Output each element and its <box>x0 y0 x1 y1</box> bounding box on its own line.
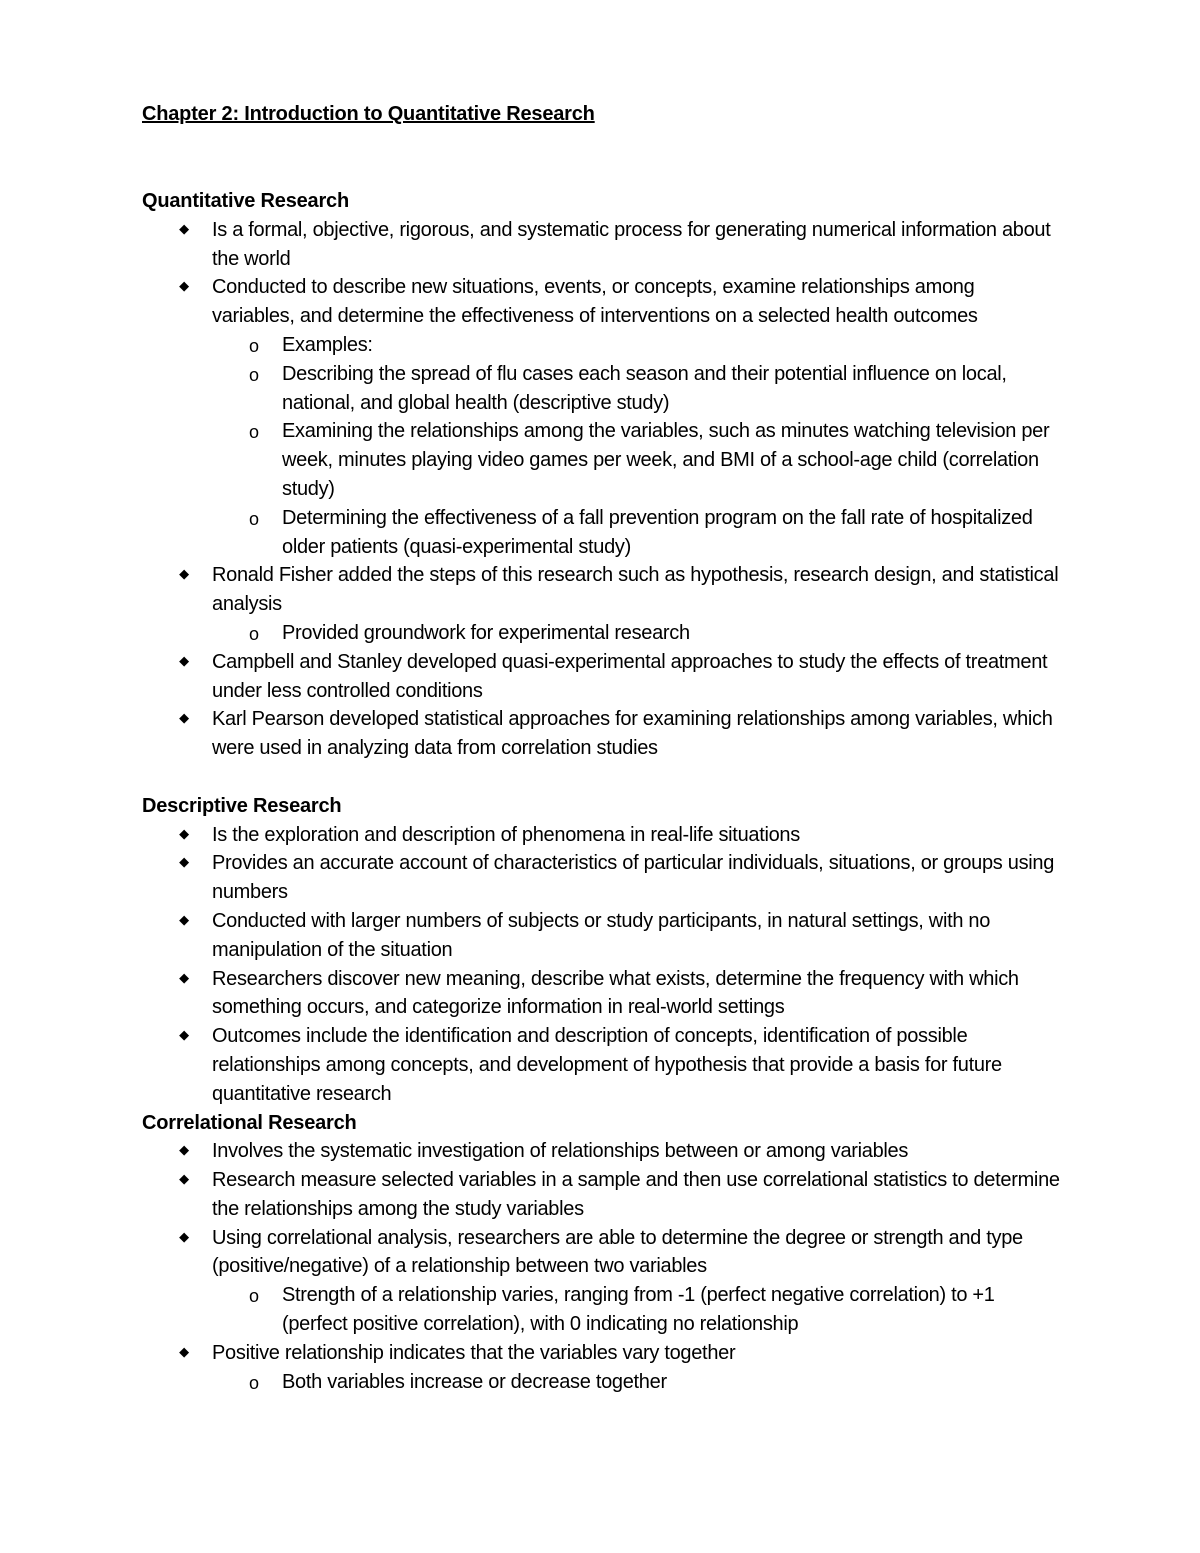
circle-bullet-icon: o <box>249 364 259 385</box>
circle-bullet-icon: o <box>249 508 259 529</box>
circle-bullet-icon: o <box>249 623 259 644</box>
list-item <box>142 965 1060 1023</box>
bullet-list <box>142 821 1060 1109</box>
section-heading: Descriptive Research <box>142 794 342 817</box>
sub-list-item-text: Determining the effectiveness of a fall prevention program on the fall rate of hospitalized older patients (quasi-experimental study) <box>282 506 1033 558</box>
list-item <box>142 907 1060 965</box>
diamond-bullet-icon: ◆ <box>179 969 189 985</box>
circle-bullet-icon: o <box>249 1372 259 1393</box>
bullet-list <box>142 1137 1060 1396</box>
list-item-text: Outcomes include the identification and description of concepts, identification of possible relationships among concepts, and development of hypothesis that provide a basis for future quantitative research <box>212 1025 1002 1105</box>
list-item-text: Conducted to describe new situations, events, or concepts, examine relationships among variables, and determine the effectiveness of interventions on a selected health outcomes <box>212 276 978 328</box>
circle-bullet-icon: o <box>249 422 259 443</box>
sub-list-item-text: Describing the spread of flu cases each season and their potential influence on local, national, and global health (descriptive study) <box>282 362 1007 414</box>
list-item <box>142 849 1060 907</box>
circle-bullet-icon: o <box>249 1286 259 1307</box>
list-item-text: Researchers discover new meaning, describe what exists, determine the frequency with which something occurs, and categorize information in real-world settings <box>212 967 1019 1019</box>
page-title: Chapter 2: Introduction to Quantitative Research <box>142 103 595 125</box>
sub-list-item-text: Provided groundwork for experimental research <box>282 621 690 644</box>
sub-bullet-list <box>212 1368 1060 1397</box>
list-item-text: Conducted with larger numbers of subjects or study participants, in natural settings, with no manipulation of the situation <box>212 909 991 961</box>
list-item <box>142 705 1060 763</box>
section-correlational-research <box>142 1109 1060 1397</box>
section-descriptive-research <box>142 792 1060 1109</box>
list-item-text: Positive relationship indicates that the variables vary together <box>212 1341 736 1364</box>
list-item-text: Provides an accurate account of characteristics of particular individuals, situations, or groups using numbers <box>212 852 1055 904</box>
diamond-bullet-icon: ◆ <box>179 911 189 927</box>
diamond-bullet-icon: ◆ <box>179 220 189 236</box>
list-item <box>142 561 1060 647</box>
diamond-bullet-icon: ◆ <box>179 566 189 582</box>
blank-line <box>142 763 1060 792</box>
list-item-text: Involves the systematic investigation of relationships between or among variables <box>212 1140 909 1163</box>
list-item <box>142 648 1060 706</box>
diamond-bullet-icon: ◆ <box>179 825 189 841</box>
list-item-text: Karl Pearson developed statistical approaches for examining relationships among variables, which were used in analyzing data from correlation studies <box>212 708 1053 760</box>
section-heading: Quantitative Research <box>142 190 349 212</box>
list-item-text: Ronald Fisher added the steps of this research such as hypothesis, research design, and statistical analysis <box>212 564 1059 616</box>
list-item-text: Is the exploration and description of phenomena in real-life situations <box>212 823 800 846</box>
list-item <box>142 216 1060 274</box>
sub-list-item <box>142 331 1060 360</box>
list-item-text: Campbell and Stanley developed quasi-experimental approaches to study the effects of treatment under less controlled conditions <box>212 650 1048 702</box>
sub-list-item-text: Strength of a relationship varies, ranging from -1 (perfect negative correlation) to +1 (perfect positive correlation), with 0 indicating no relationship <box>282 1284 995 1336</box>
diamond-bullet-icon: ◆ <box>179 652 189 668</box>
bullet-list <box>142 216 1060 763</box>
sub-list-item-text: Both variables increase or decrease together <box>282 1370 667 1393</box>
list-item <box>142 273 1060 561</box>
section-quantitative-research <box>142 187 1060 763</box>
list-item <box>142 1166 1060 1224</box>
list-item-text: Is a formal, objective, rigorous, and systematic process for generating numerical information about the world <box>212 218 1051 270</box>
sub-bullet-list <box>212 331 1060 561</box>
sub-list-item <box>142 1368 1060 1397</box>
list-item <box>142 821 1060 850</box>
list-item-text: Research measure selected variables in a sample and then use correlational statistics to determine the relationships among the study variables <box>212 1169 1060 1220</box>
list-item <box>142 1022 1060 1108</box>
list-item <box>142 1137 1060 1166</box>
sub-list-item-text: Examples: <box>282 333 373 356</box>
section-heading: Correlational Research <box>142 1111 357 1134</box>
diamond-bullet-icon: ◆ <box>179 1142 189 1158</box>
sub-list-item <box>142 1281 1060 1339</box>
list-item <box>142 1224 1060 1339</box>
diamond-bullet-icon: ◆ <box>179 1343 189 1359</box>
sub-bullet-list <box>212 619 1060 648</box>
diamond-bullet-icon: ◆ <box>179 710 189 726</box>
list-item <box>142 1339 1060 1397</box>
sub-list-item <box>142 417 1060 503</box>
diamond-bullet-icon: ◆ <box>179 1027 189 1043</box>
diamond-bullet-icon: ◆ <box>179 854 189 870</box>
circle-bullet-icon: o <box>249 335 259 356</box>
diamond-bullet-icon: ◆ <box>179 1171 189 1187</box>
sub-list-item <box>142 504 1060 562</box>
sub-list-item <box>142 619 1060 648</box>
sub-list-item-text: Examining the relationships among the variables, such as minutes watching television per week, minutes playing video games per week, and BMI of a school-age child (correlation study) <box>282 420 1050 500</box>
sub-list-item <box>142 360 1060 418</box>
list-item-text: Using correlational analysis, researchers are able to determine the degree or strength and type (positive/negative) of a relationship between two variables <box>212 1226 1023 1278</box>
diamond-bullet-icon: ◆ <box>179 278 189 294</box>
sub-bullet-list <box>212 1281 1060 1339</box>
diamond-bullet-icon: ◆ <box>179 1228 189 1244</box>
